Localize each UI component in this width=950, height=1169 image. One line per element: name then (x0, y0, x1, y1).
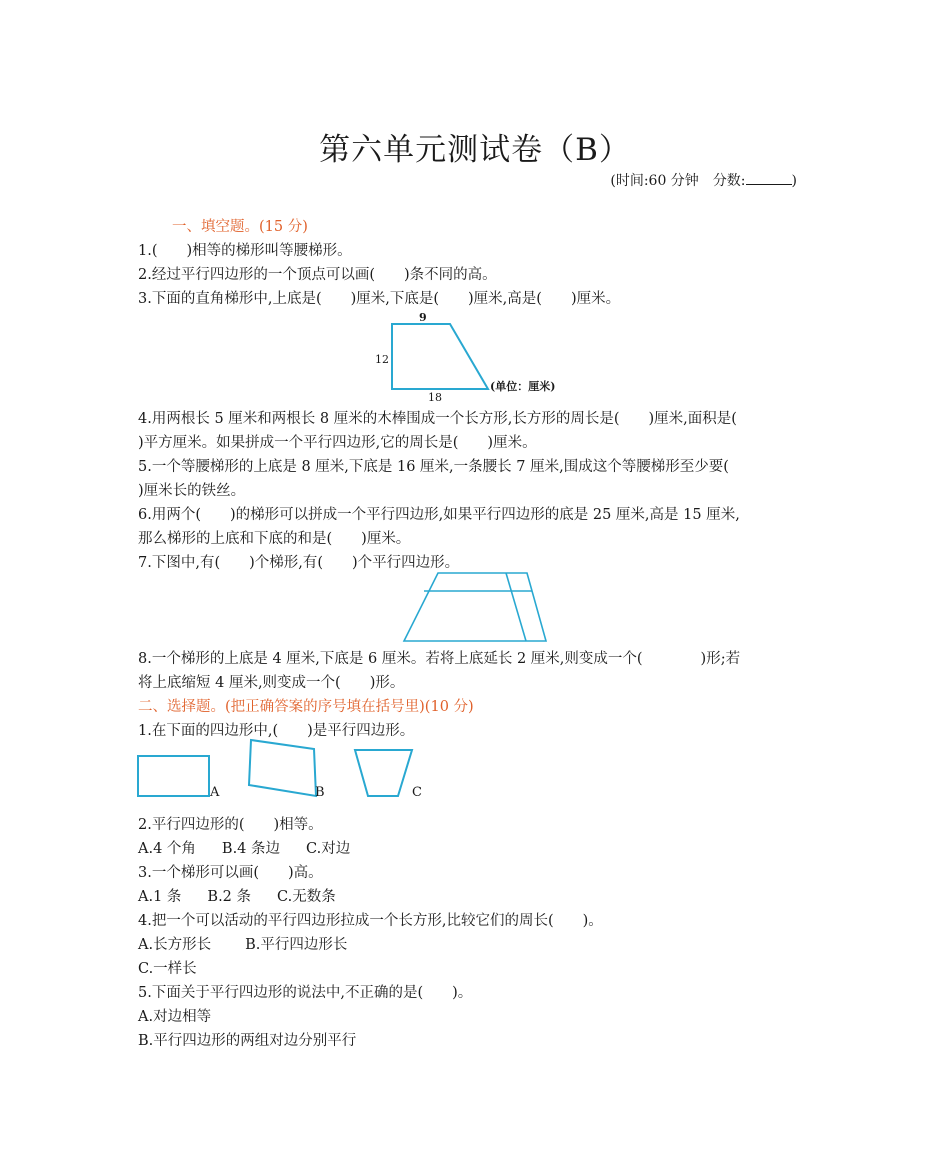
right-trapezoid-figure (360, 308, 600, 408)
q2-option-b: B.4 条边 (221, 841, 281, 857)
fill-q6-line2: 那么梯形的上底和下底的和是( )厘米。 (138, 531, 411, 547)
shape-c-trapezoid (355, 750, 412, 796)
shape-b-quadrilateral (249, 740, 316, 796)
q3-option-a: A.1 条 (138, 889, 182, 905)
q3-option-c: C.无数条 (277, 889, 336, 905)
choice-q4: 4.把一个可以活动的平行四边形拉成一个长方形,比较它们的周长( )。 (138, 913, 603, 929)
q5-option-b: B.平行四边形的两组对边分别平行 (138, 1033, 357, 1049)
time-label: (时间:60 分钟 (610, 173, 699, 189)
q2-option-c: C.对边 (306, 841, 351, 857)
choice-q5: 5.下面关于平行四边形的说法中,不正确的是( )。 (138, 985, 473, 1001)
choice-q1: 1.在下面的四边形中,( )是平行四边形。 (138, 723, 415, 739)
q4-option-a: A.长方形长 (138, 937, 212, 953)
score-blank (746, 171, 792, 185)
top-length: 9 (419, 311, 427, 324)
exam-meta (610, 170, 797, 190)
bottom-length: 18 (428, 391, 442, 404)
slanted-divider (506, 573, 526, 641)
fill-q7: 7.下图中,有( )个梯形,有( )个平行四边形。 (138, 555, 460, 571)
q5-option-a: A.对边相等 (138, 1009, 212, 1025)
fill-q5-line1: 5.一个等腰梯形的上底是 8 厘米,下底是 16 厘米,一条腰长 7 厘米,围成这个等腰梯形至少要( (138, 459, 729, 475)
choice-q3-options (138, 887, 336, 907)
q4-option-b: B.平行四边形长 (245, 937, 348, 953)
fill-q4-line2: )平方厘米。如果拼成一个平行四边形,它的周长是( )厘米。 (138, 435, 537, 451)
unit-label: (单位：厘米) (490, 380, 556, 393)
fill-q1: 1.( )相等的梯形叫等腰梯形。 (138, 243, 352, 259)
quadrilateral-options-figure (136, 736, 436, 802)
q4-option-c: C.一样长 (138, 961, 197, 977)
choice-q3: 3.一个梯形可以画( )高。 (138, 865, 323, 881)
section-fill-heading: 一、填空题。(15 分) (172, 219, 308, 235)
choice-q2-options (138, 839, 350, 859)
left-length: 12 (375, 353, 389, 366)
outer-trapezoid (404, 573, 546, 641)
fill-q8-line2: 将上底缩短 4 厘米,则变成一个( )形。 (138, 675, 405, 691)
choice-q2: 2.平行四边形的( )相等。 (138, 817, 323, 833)
label-a: A (210, 785, 220, 800)
section-choice-heading: 二、选择题。(把正确答案的序号填在括号里)(10 分) (138, 699, 474, 715)
meta-close: ) (791, 173, 797, 189)
score-label: 分数: (712, 173, 746, 189)
q2-option-a: A.4 个角 (138, 841, 196, 857)
fill-q8-line1: 8.一个梯形的上底是 4 厘米,下底是 6 厘米。若将上底延长 2 厘米,则变成一个( )形;若 (138, 651, 741, 667)
shape-a-rectangle (138, 756, 209, 796)
fill-q5-line2: )厘米长的铁丝。 (138, 483, 246, 499)
fill-q6-line1: 6.用两个( )的梯形可以拼成一个平行四边形,如果平行四边形的底是 25 厘米,高是 15 厘米, (138, 507, 740, 523)
label-c: C (412, 785, 422, 800)
trapezoid-shape (392, 324, 488, 389)
page-title: 第六单元测试卷（B） (319, 132, 631, 168)
q3-option-b: B.2 条 (207, 889, 252, 905)
choice-q4-options (138, 935, 347, 955)
fill-q3: 3.下面的直角梯形中,上底是( )厘米,下底是( )厘米,高是( )厘米。 (138, 291, 621, 307)
fill-q2: 2.经过平行四边形的一个顶点可以画( )条不同的高。 (138, 267, 497, 283)
trapezoid-parallelogram-figure (400, 568, 550, 646)
fill-q4-line1: 4.用两根长 5 厘米和两根长 8 厘米的木棒围成一个长方形,长方形的周长是( )厘米,面积是( (138, 411, 737, 427)
label-b: B (315, 785, 325, 800)
